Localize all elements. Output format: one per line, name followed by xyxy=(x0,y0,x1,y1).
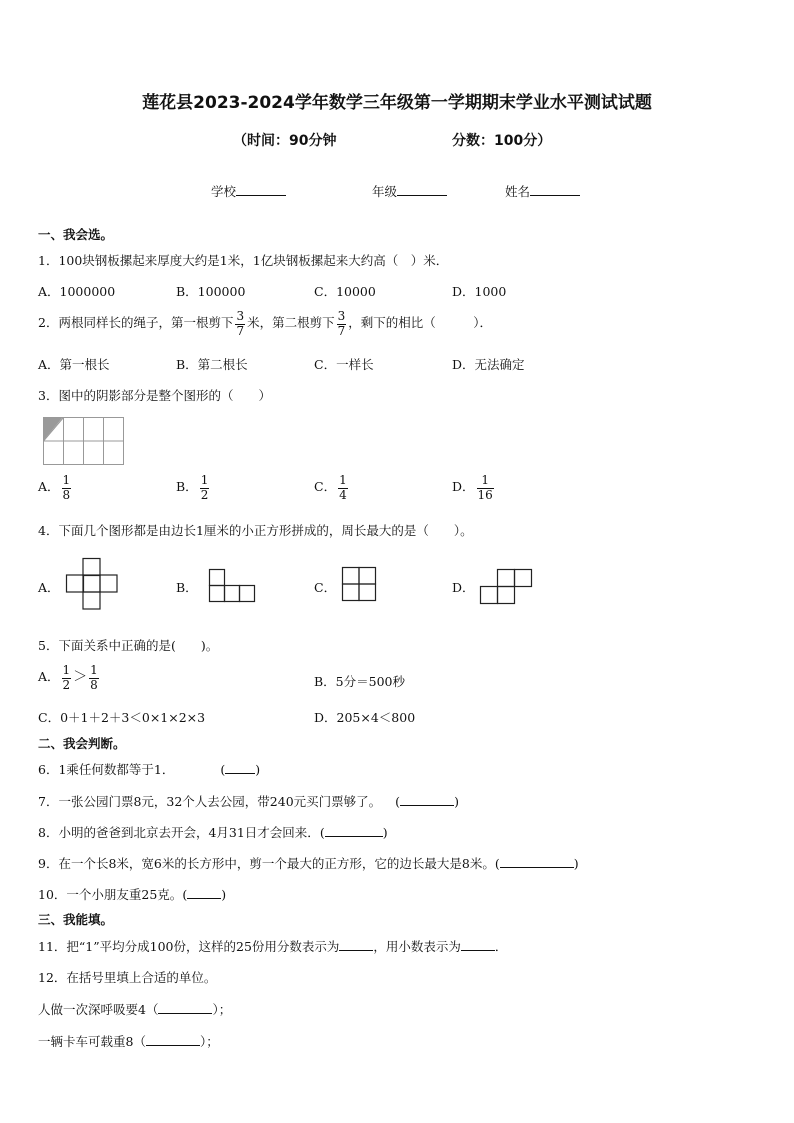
q4-option-c[interactable]: C． xyxy=(314,580,337,595)
q4-figure-c xyxy=(342,567,378,603)
question-4: 4．下面几个图形都是由边长1厘米的小正方形拼成的，周长最大的是（ ）。 xyxy=(38,523,473,538)
q6-answer-blank[interactable] xyxy=(225,763,255,774)
section-fill: 三、我能填。 xyxy=(38,912,114,927)
school-label: 学校 xyxy=(211,184,237,199)
question-3: 3．图中的阴影部分是整个图形的（ ） xyxy=(38,388,271,403)
question-1: 1．100块钢板摞起来厚度大约是1米，1亿块钢板摞起来大约高（ ）米． xyxy=(38,253,449,268)
page-title: 莲花县2023-2024学年数学三年级第一学期期末学业水平测试试题 xyxy=(142,93,652,113)
q2-option-b[interactable]: B．第二根长 xyxy=(176,357,248,372)
q1-option-c[interactable]: C．10000 xyxy=(314,284,376,299)
name-field[interactable] xyxy=(505,182,580,200)
q3-option-d[interactable]: D． $\frac{1}{16}$ xyxy=(452,473,493,502)
question-11: 11．把“1”平均分成100份，这样的25份用分数表示为 ，用小数表示为 ． xyxy=(38,939,508,954)
name-label: 姓名 xyxy=(505,184,531,199)
q3-option-a[interactable]: A． $\frac{1}{8}$ xyxy=(38,473,71,502)
q5-option-d[interactable]: D．205×4＜800 xyxy=(314,710,416,725)
q3-grid-figure xyxy=(43,417,125,465)
school-field[interactable] xyxy=(211,182,286,200)
q2-text-post: ，剩下的相比（ ）． xyxy=(348,315,493,330)
question-6: 6．1乘任何数都等于1． ( ) xyxy=(38,762,261,777)
q12a-answer-blank[interactable] xyxy=(158,1003,212,1014)
name-blank[interactable] xyxy=(530,183,580,196)
section-judge: 二、我会判断。 xyxy=(38,736,126,751)
q10-answer-blank[interactable] xyxy=(187,888,221,899)
question-12-item-2: 一辆卡车可载重8（ ）； xyxy=(38,1034,219,1049)
q7-answer-blank[interactable] xyxy=(400,795,454,806)
exam-time: （时间：90分钟 xyxy=(233,133,337,149)
q5-option-b[interactable]: B．5分＝500秒 xyxy=(314,674,405,689)
q3-option-c[interactable]: C． $\frac{1}{4}$ xyxy=(314,473,347,502)
q4-figure-b xyxy=(209,569,257,603)
grade-blank[interactable] xyxy=(397,183,447,196)
question-2 xyxy=(38,310,492,337)
school-blank[interactable] xyxy=(236,183,286,196)
q2-option-a[interactable]: A．第一根长 xyxy=(38,357,110,372)
question-7: 7．一张公园门票8元，32个人去公园，带240元买门票够了。 ( ) xyxy=(38,794,459,809)
q4-figure-d xyxy=(480,569,534,605)
question-12-item-1: 人做一次深呼吸要4（ ）； xyxy=(38,1002,232,1017)
section-choice: 一、我会选。 xyxy=(38,227,114,242)
grade-label: 年级 xyxy=(372,184,398,199)
q2-text-pre: 2．两根同样长的绳子，第一根剪下 xyxy=(38,315,234,330)
q1-option-d[interactable]: D．1000 xyxy=(452,284,507,299)
q2-fraction-1: $\frac{3}{7}$ xyxy=(236,309,245,338)
q5-option-a[interactable]: A． $\frac{1}{2}$ ＞ $\frac{1}{8}$ xyxy=(38,663,98,692)
q11-fraction-blank[interactable] xyxy=(339,940,373,951)
q8-answer-blank[interactable] xyxy=(325,826,383,837)
q2-option-d[interactable]: D．无法确定 xyxy=(452,357,525,372)
q9-answer-blank[interactable] xyxy=(500,857,574,868)
q2-fraction-2: $\frac{3}{7}$ xyxy=(337,309,346,338)
q2-option-c[interactable]: C．一样长 xyxy=(314,357,374,372)
question-12: 12．在括号里填上合适的单位。 xyxy=(38,970,217,985)
exam-score: 分数：100分） xyxy=(452,133,552,149)
q12b-answer-blank[interactable] xyxy=(146,1035,200,1046)
q2-text-mid: 米，第二根剪下 xyxy=(247,315,335,330)
q4-figure-a xyxy=(66,558,118,610)
question-5: 5．下面关系中正确的是( )。 xyxy=(38,638,219,653)
question-8: 8．小明的爸爸到北京去开会，4月31日才会回来．( ) xyxy=(38,825,388,840)
q4-option-d[interactable]: D． xyxy=(452,580,475,595)
q4-option-b[interactable]: B． xyxy=(176,580,198,595)
q1-option-b[interactable]: B．100000 xyxy=(176,284,246,299)
q3-option-b[interactable]: B． $\frac{1}{2}$ xyxy=(176,473,209,502)
q5-option-c[interactable]: C．0＋1＋2＋3＜0×1×2×3 xyxy=(38,710,206,725)
q1-option-a[interactable]: A．1000000 xyxy=(38,284,116,299)
question-10: 10．一个小朋友重25克。( ) xyxy=(38,887,227,902)
q11-decimal-blank[interactable] xyxy=(461,940,495,951)
q4-option-a[interactable]: A． xyxy=(38,580,60,595)
grade-field[interactable] xyxy=(372,182,447,200)
question-9: 9．在一个长8米，宽6米的长方形中，剪一个最大的正方形，它的边长最大是8米。( ) xyxy=(38,856,579,871)
